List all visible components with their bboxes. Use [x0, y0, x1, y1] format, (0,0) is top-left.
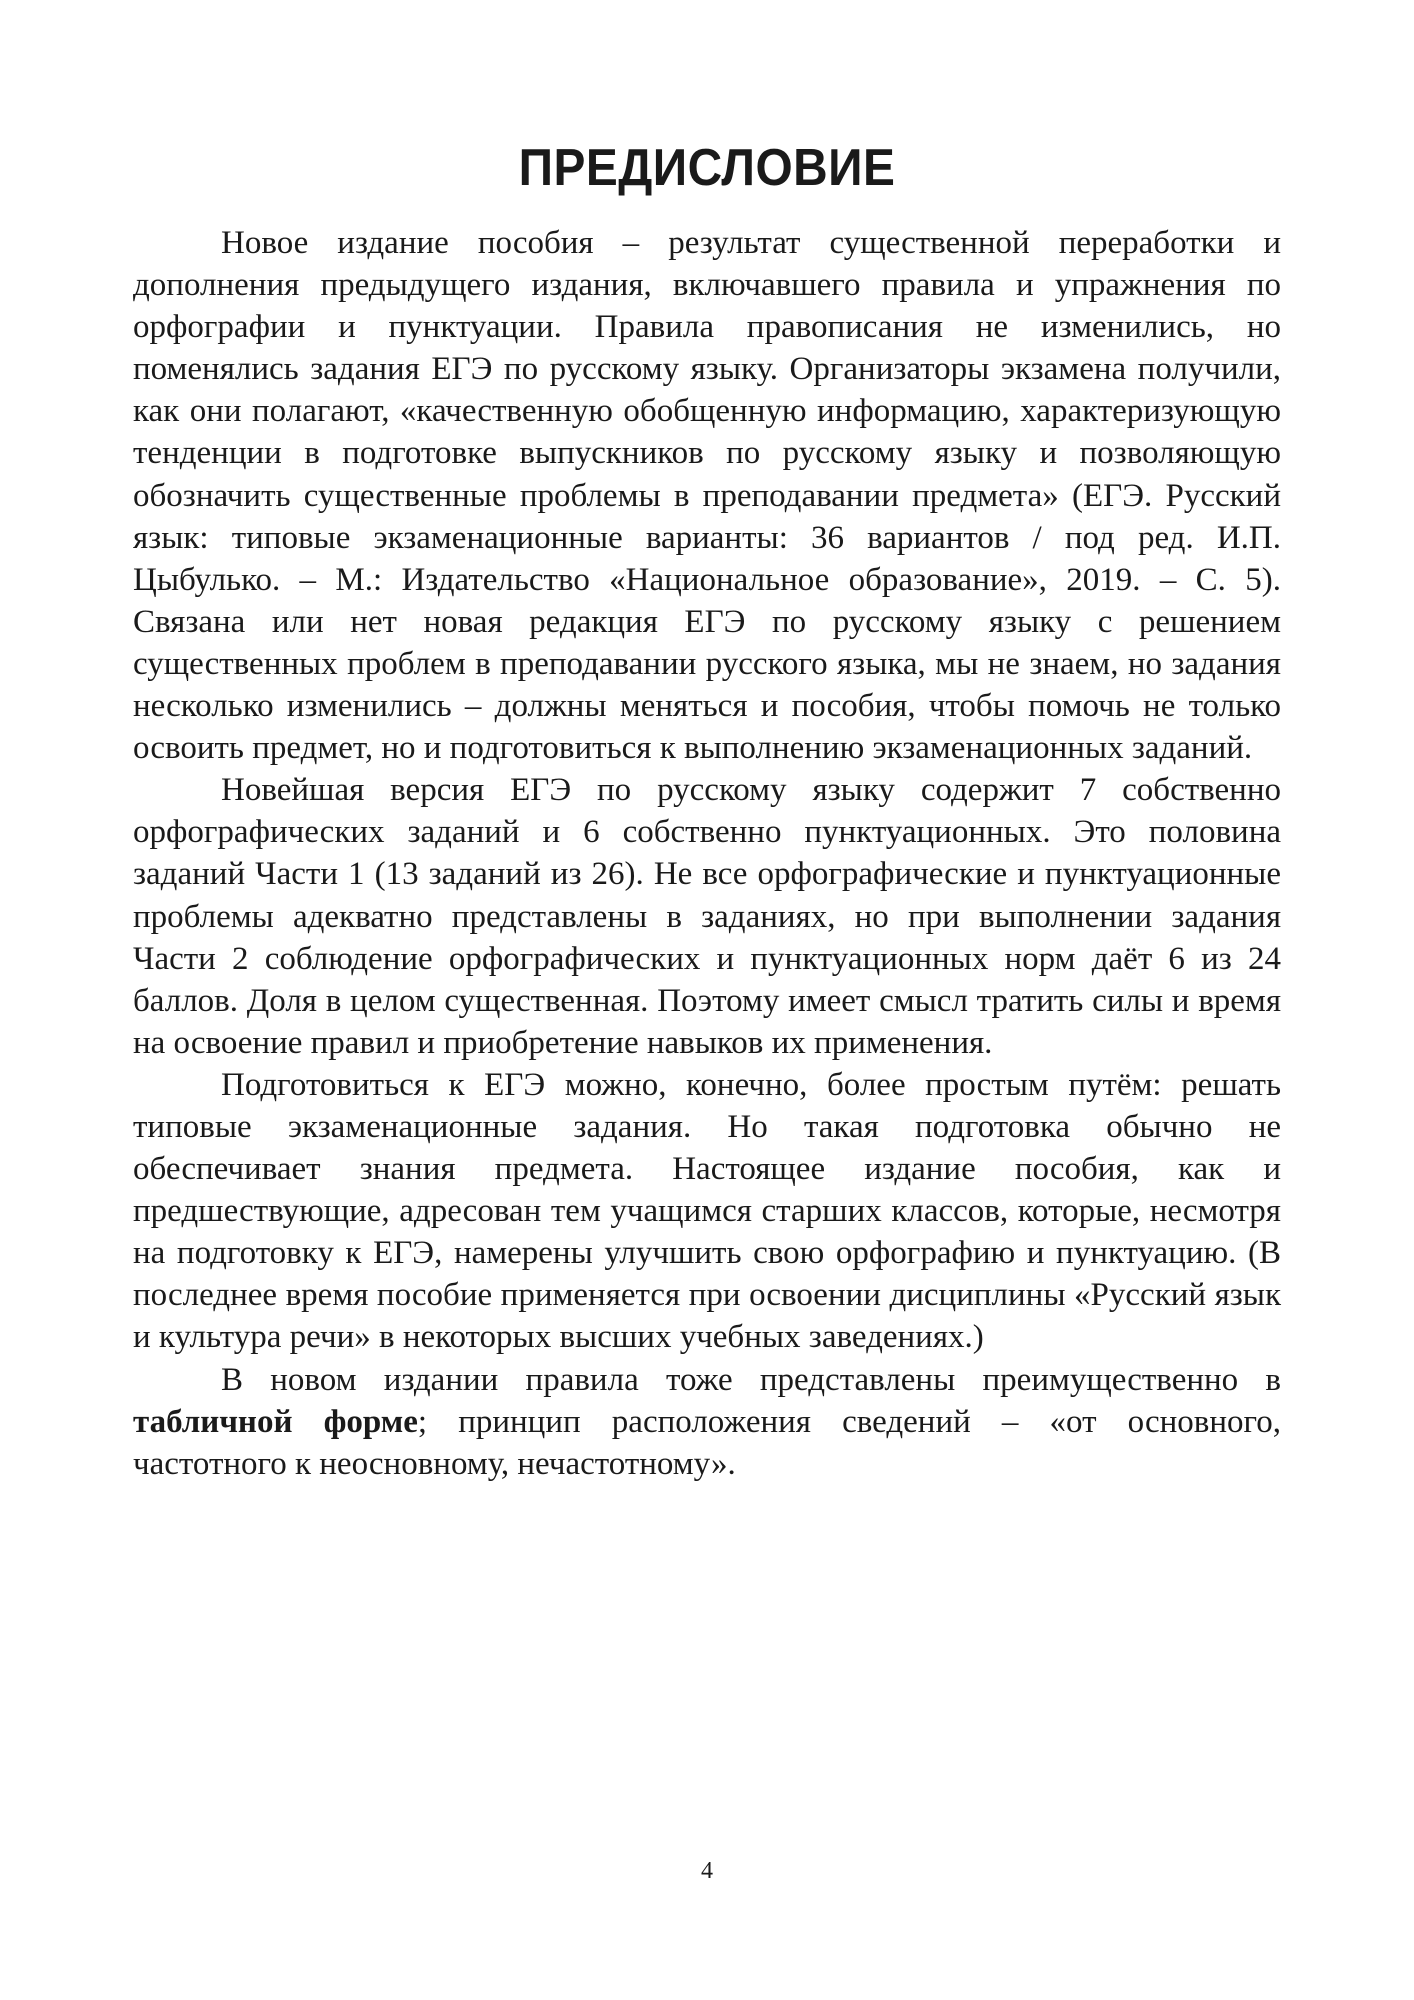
paragraph-4-bold-term: табличной форме [133, 1403, 418, 1440]
paragraph-4-start: В новом издании правила тоже представлены преимущественно в [221, 1361, 1281, 1398]
page-title: ПРЕДИСЛОВИЕ [518, 139, 896, 197]
body-text [133, 222, 1281, 1485]
paragraph-3: Подготовиться к ЕГЭ можно, конечно, более простым путём: решать типовые экзаменационные задания. Но такая подготовка обычно не обеспечивает знания предмета. Настоящее издание пособия, как и предшествующие, адресован тем учащимся старших классов, которые, несмотря на подготовку к ЕГЭ, намерены улучшить свою орфографию и пунктуацию. (В последнее время пособие применяется при освоении дисциплины «Русский язык и культура речи» в некоторых высших учебных заведениях.) [133, 1066, 1281, 1356]
paragraph-2: Новейшая версия ЕГЭ по русскому языку содержит 7 собственно орфографических заданий и 6 собственно пунктуационных. Это половина заданий Части 1 (13 заданий из 26). Не все орфографические и пунктуационные проблемы адекватно представлены в заданиях, но при выполнении задания Части 2 соблюдение орфографических и пунктуационных норм даёт 6 из 24 баллов. Доля в целом существенная. Поэтому имеет смысл тратить силы и время на освоение правил и приобретение навыков их применения. [133, 772, 1281, 1061]
paragraph-1: Новое издание пособия – результат существенной переработки и дополнения предыдущего издания, включавшего правила и упражнения по орфографии и пунктуации. Правила правописания не изменились, но поменялись задания ЕГЭ по русскому языку. Организаторы экзамена получили, как они полагают, «качественную обобщенную информацию, характеризующую тенденции в подготовке выпускников по русскому языку и позволяющую обозначить существенные проблемы в преподавании предмета» (ЕГЭ. Русский язык: типовые экзаменационные варианты: 36 вариантов / под ред. И.П. Цыбулько. – М.: Издательство «Национальное образование», 2019. – С. 5). Связана или нет новая редакция ЕГЭ по русскому языку с решением существенных проблем в преподавании русского языка, мы не знаем, но задания несколько изменились – должны меняться и пособия, чтобы помочь не только освоить предмет, но и подготовиться к выполнению экзаменационных заданий. [133, 225, 1281, 767]
page-number: 4 [701, 1858, 713, 1884]
paragraph-4-end: ; принцип расположения сведений – «от основного, частотного к неосновному, нечастотному». [133, 1403, 1281, 1482]
paragraph-4 [133, 1359, 1281, 1485]
